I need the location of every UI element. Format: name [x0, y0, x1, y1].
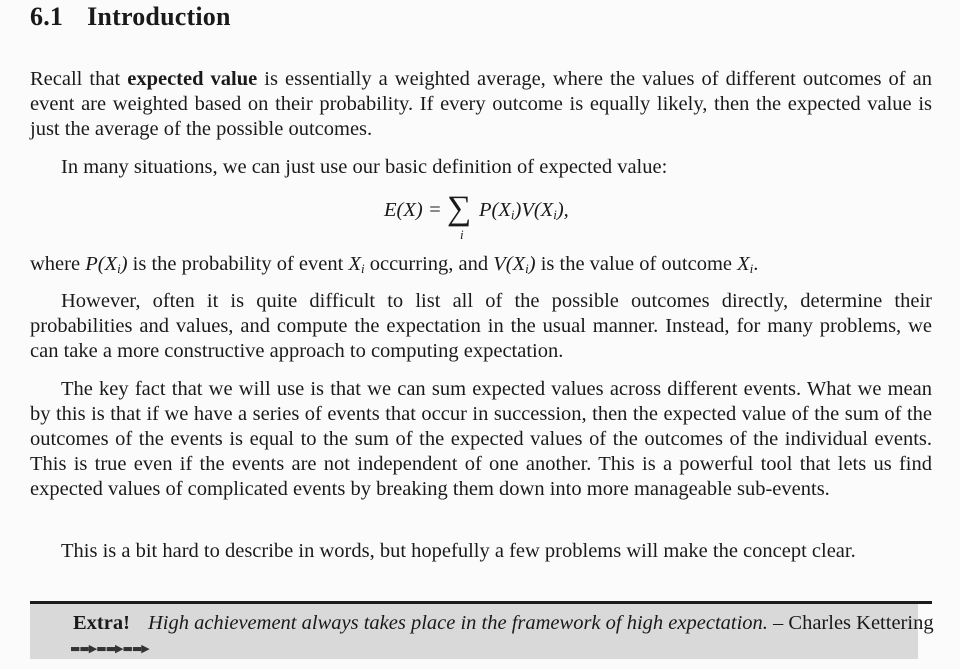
paragraph-definition-lead: In many situations, we can just use our basic definition of expected value: [61, 156, 668, 178]
extra-quote-box [30, 604, 934, 659]
paragraph-constructive-approach: However, often it is quite difficult to list all of the possible outcomes directly, determine their probabilities and values, and compute the expectation in the usual manner. Instead, for many problems, we can take a more constructive approach to computing expectation. [30, 290, 932, 362]
paragraph-formula-explanation: where $P(X_i)$ is the probability of event $X_i$ occurring, and $V(X_i)$ is the value of outcome $X_i$. [30, 253, 759, 276]
paragraph-closing: This is a bit hard to describe in words, but hopefully a few problems will make the concept clear. [61, 540, 856, 562]
arrow-decoration-icon: ▬▬▶▬▬▶▬▬▶ [70, 642, 149, 655]
paragraph-text: Recall that [30, 68, 128, 90]
summation-symbol: ∑ [447, 190, 472, 227]
formula-lhs: E(X) = [384, 199, 442, 221]
paragraph-key-fact: The key fact that we will use is that we can sum expected values across different events. What we mean by this is that if we have a series of events that occur in succession, then the expected value of the sum of the outcomes of the events is equal to the sum of the expected values of the outcomes of the individual events. This is true even if the events are not independent of one another. This is a powerful tool that lets us find expected values of complicated events by breaking them down into more manageable sub-events. [30, 378, 932, 500]
paragraph-text: is essentially a weighted average, where the values of different outcomes of an event are weighted based on their probability. If every outcome is equally likely, then the expected value is just the average of the possible outcomes. [30, 68, 932, 140]
term-expected-value: expected value [127, 68, 258, 90]
section-heading [30, 2, 231, 32]
extra-label: Extra! [73, 612, 130, 634]
extra-quote-line [73, 612, 934, 635]
paragraph-intro [30, 67, 932, 142]
extra-attribution: – Charles Kettering [767, 612, 934, 634]
section-number: 6.1 [30, 2, 64, 31]
section-title: Introduction [87, 2, 231, 31]
extra-quote: High achievement always takes place in the framework of high expectation. [147, 612, 768, 634]
summation-index: i [460, 227, 464, 242]
expected-value-formula [380, 191, 640, 241]
formula-rhs: $P(X_i)V(X_i)$, [479, 199, 569, 222]
